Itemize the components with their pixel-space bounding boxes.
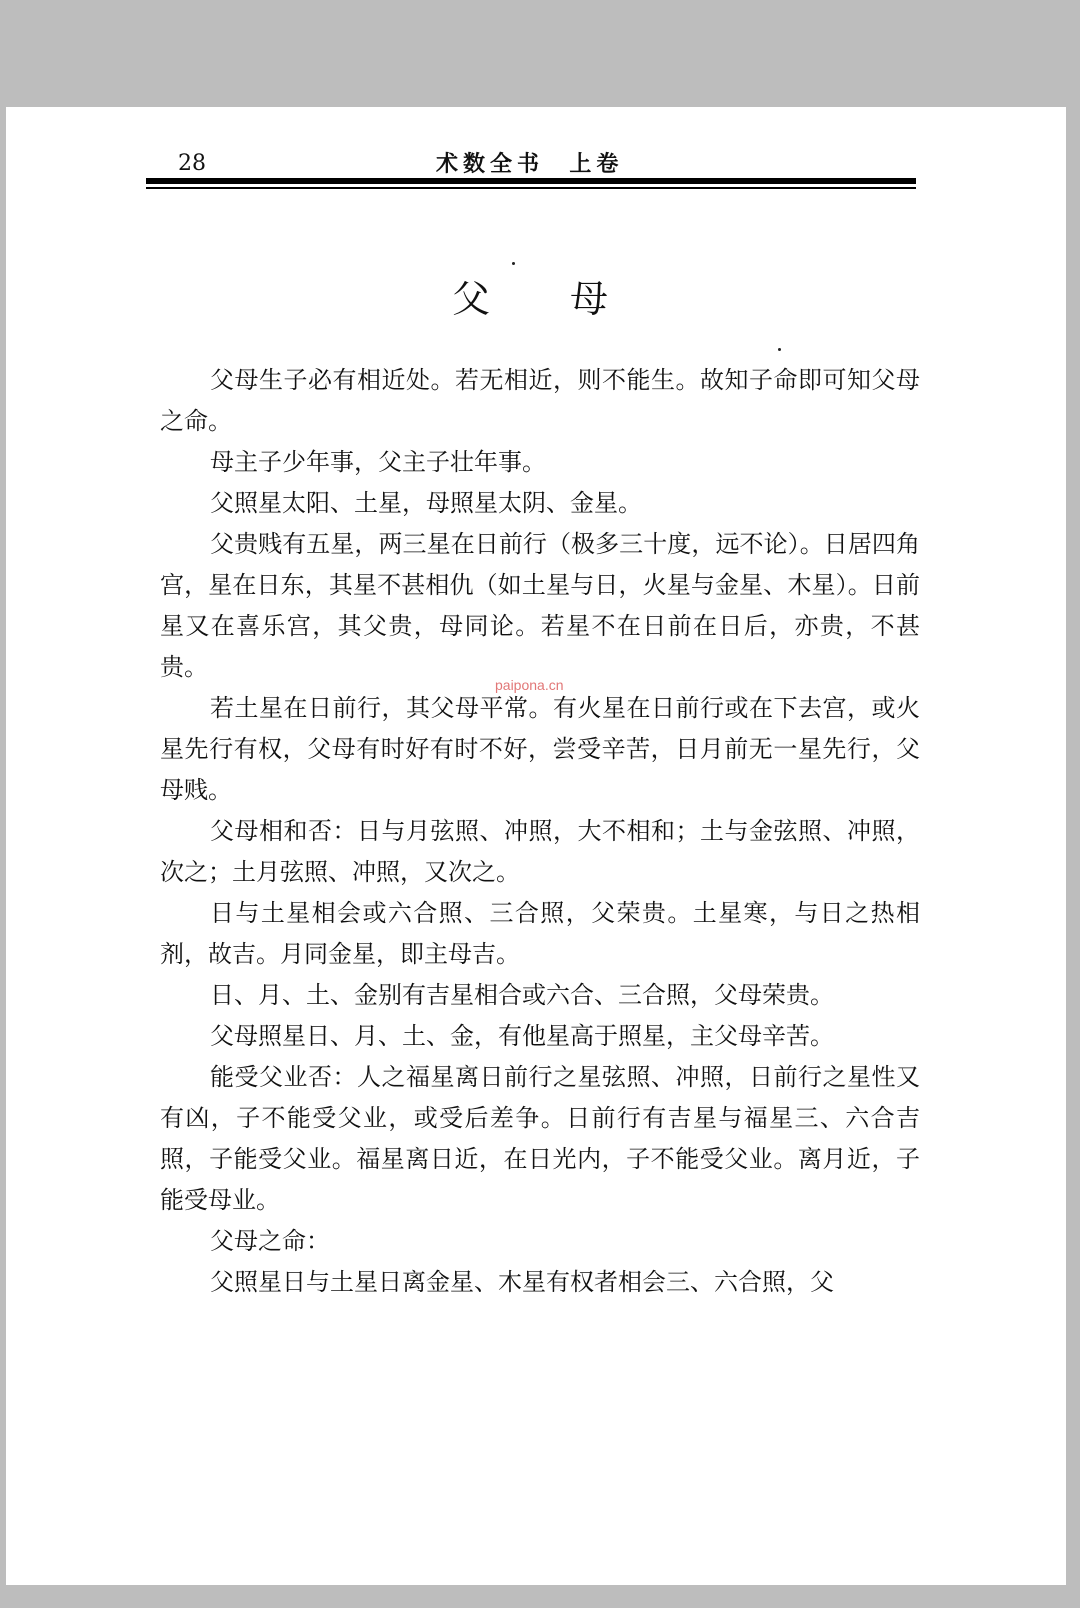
page-number: 28	[178, 151, 206, 176]
paragraph: 父照星日与土星日离金星、木星有权者相会三、六合照，父	[210, 1268, 834, 1296]
running-title: 术数全书 上卷	[436, 151, 624, 177]
paragraph: 父母相和否：日与月弦照、冲照，大不相和；土与金弦照、冲照，次之；土月弦照、冲照，又次之。	[160, 817, 920, 886]
header-rule-thin	[146, 187, 916, 189]
paragraph: 父贵贱有五星，两三星在日前行（极多三十度，远不论）。日居四角宫，星在日东，其星不甚相仇（如土星与日，火星与金星、木星）。日前星又在喜乐宫，其父贵，母同论。若星不在日前在日后，亦贵，不甚贵。	[160, 530, 920, 681]
paragraph: 父母照星日、月、土、金，有他星高于照星，主父母辛苦。	[210, 1022, 834, 1050]
paragraph: 母主子少年事，父主子壮年事。	[210, 448, 546, 476]
paragraph: 父母生子必有相近处。若无相近，则不能生。故知子命即可知父母之命。	[160, 366, 920, 435]
header-rule-thick	[146, 178, 916, 184]
paragraph: 若土星在日前行，其父母平常。有火星在日前行或在下去宫，或火星先行有权，父母有时好有时不好，尝受辛苦，日月前无一星先行，父母贱。	[160, 694, 920, 804]
chapter-title: 父母	[451, 277, 688, 321]
print-speck	[512, 262, 515, 265]
watermark: paipona.cn	[495, 677, 564, 693]
body-text	[160, 360, 920, 1303]
paragraph: 日、月、土、金别有吉星相合或六合、三合照，父母荣贵。	[210, 981, 834, 1009]
print-speck	[778, 348, 781, 351]
paragraph: 父母之命：	[210, 1227, 330, 1255]
paragraph: 日与土星相会或六合照、三合照，父荣贵。土星寒，与日之热相剂，故吉。月同金星，即主母吉。	[160, 899, 920, 968]
paragraph: 能受父业否：人之福星离日前行之星弦照、冲照，日前行之星性又有凶，子不能受父业，或受后差争。日前行有吉星与福星三、六合吉照，子能受父业。福星离日近，在日光内，子不能受父业。离月近，子能受母业。	[160, 1063, 920, 1214]
paragraph: 父照星太阳、土星，母照星太阴、金星。	[210, 489, 642, 517]
